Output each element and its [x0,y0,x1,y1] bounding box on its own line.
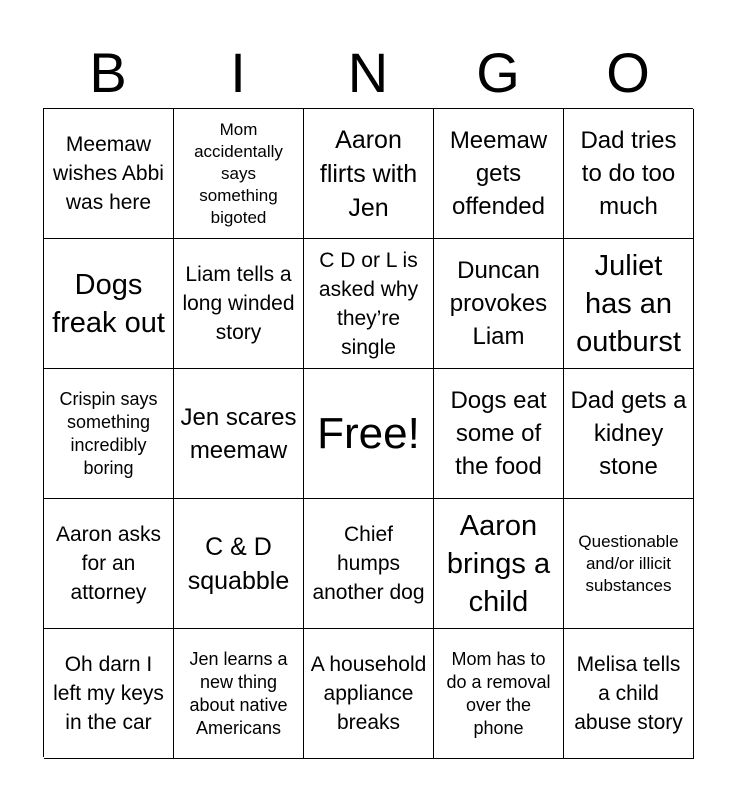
bingo-cell[interactable] [434,499,564,629]
bingo-cell[interactable] [174,109,304,239]
header-letter-i: I [230,41,246,104]
bingo-board [43,108,693,757]
cell-text: Duncan provokes Liam [449,257,548,350]
bingo-cell[interactable] [174,499,304,629]
bingo-cell[interactable] [174,629,304,759]
bingo-cell[interactable] [174,369,304,499]
cell-text: Dogs eat some of the food [450,387,547,480]
bingo-cell[interactable] [304,109,434,239]
cell-text: Juliet has an outburst [576,249,681,358]
cell-text: Meemaw gets offended [449,127,548,220]
bingo-header [43,40,693,106]
free-space-text: Free! [317,408,420,458]
cell-text: Meemaw wishes Abbi was here [53,133,164,214]
bingo-cell[interactable] [564,369,694,499]
cell-text: Dogs freak out [52,268,165,339]
cell-text: Melisa tells a child abuse story [574,653,683,734]
header-letter-g: G [476,41,520,104]
bingo-cell[interactable] [434,239,564,369]
cell-text: A household appliance breaks [310,653,427,734]
cell-text: Jen learns a new thing about native Americans [189,648,288,738]
bingo-cell[interactable] [44,369,174,499]
header-letter-b: B [89,41,127,104]
cell-text: C D or L is asked why they’re single [318,248,419,359]
bingo-cell[interactable] [304,629,434,759]
cell-text: Aaron asks for an attorney [55,523,162,604]
bingo-cell[interactable] [304,239,434,369]
bingo-cell[interactable] [44,499,174,629]
cell-text: C & D squabble [187,532,290,595]
cell-text: Mom accidentally says something bigoted [194,119,283,227]
cell-text: Questionable and/or illicit substances [578,531,679,595]
bingo-cell[interactable] [564,109,694,239]
cell-text: Oh darn I left my keys in the car [53,653,164,734]
header-letter-n: N [347,41,389,104]
cell-text: Jen scares meemaw [180,403,297,464]
cell-text: Chief humps another dog [312,523,425,604]
cell-text: Dad gets a kidney stone [570,387,687,480]
bingo-cell[interactable] [44,109,174,239]
bingo-cell[interactable] [44,239,174,369]
bingo-cell[interactable] [304,499,434,629]
header-letter-o: O [606,41,650,104]
bingo-cell[interactable] [564,239,694,369]
cell-text: Dad tries to do too much [580,127,677,220]
bingo-cell[interactable] [564,499,694,629]
cell-text: Aaron flirts with Jen [319,125,418,222]
bingo-cell[interactable] [434,109,564,239]
bingo-cell[interactable] [44,629,174,759]
bingo-cell[interactable] [174,239,304,369]
cell-text: Mom has to do a removal over the phone [446,648,551,738]
bingo-cell[interactable] [564,629,694,759]
cell-text: Aaron brings a child [446,509,551,618]
bingo-cell[interactable] [434,629,564,759]
cell-text: Crispin says something incredibly boring [59,388,158,478]
bingo-cell[interactable] [434,369,564,499]
cell-text: Liam tells a long winded story [182,263,295,344]
free-space-cell[interactable] [304,369,434,499]
